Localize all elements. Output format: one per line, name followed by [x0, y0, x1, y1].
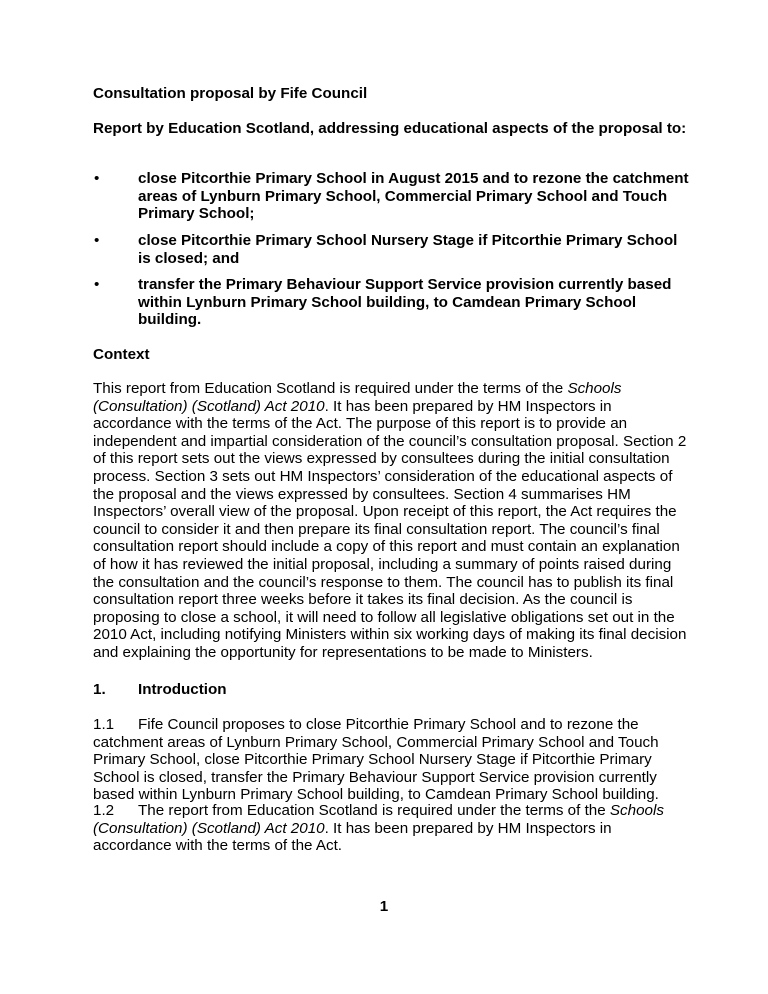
context-text: . It has been prepared by HM Inspectors in accordance with the terms of the Act. The purpose of this report is to provide an independent and impartial consideration of the council’s consultation proposal. Section 2 of this report sets out the views expressed by consultees during the initial consultation process. Section 3 sets out HM Inspectors’ consideration of the educational aspects of the proposal and the views expressed by consultees. Section 4 summarises HM Inspectors’ overall view of the proposal. Upon receipt of this report, the Act requires the council to consider it and then prepare its final consultation report. The council’s final consultation report should include a copy of this report and must contain an explanation of how it has reviewed the initial proposal, including a summary of points raised during the consultation and the council’s response to them. The council has to publish its final consultation report three weeks before it takes its final decision. As the council is proposing to close a school, it will need to follow all legislative obligations set out in the 2010 Act, including notifying Ministers within six working days of making its final decision and explaining the opportunity for representations to be made to Ministers. [93, 397, 687, 661]
bullet-icon: • [94, 170, 100, 187]
paragraph-number: 1.1 [93, 716, 115, 733]
act-title: Schools (Consultation) (Scotland) Act 2010 [93, 802, 664, 837]
section-heading [93, 681, 693, 699]
page-number: 1 [379, 898, 389, 915]
paragraph-1-1 [93, 716, 693, 804]
paragraph-text: Fife Council proposes to close Pitcorthie Primary School and to rezone the catchment areas of Lynburn Primary School, Commercial Primary School and Touch Primary School, close Pitcorthie Primary School Nursery Stage if Pitcorthie Primary School is closed, transfer the Primary Behaviour Support Service provision currently based within Lynburn Primary School building, to Camdean Primary School building. [93, 716, 659, 804]
bullet-icon: • [94, 276, 100, 293]
paragraph-text: The report from Education Scotland is required under the terms of the [138, 802, 610, 819]
act-title: Schools (Consultation) (Scotland) Act 2010 [93, 380, 622, 415]
section-number: 1. [93, 681, 106, 698]
section-title: Introduction [138, 681, 227, 698]
list-item [93, 232, 693, 267]
paragraph-1-2 [93, 802, 693, 855]
proposal-text: close Pitcorthie Primary School Nursery Stage if Pitcorthie Primary School is closed; and [138, 232, 678, 267]
bullet-icon: • [94, 232, 100, 249]
document-title: Consultation proposal by Fife Council [93, 85, 368, 102]
context-text: This report from Education Scotland is required under the terms of the [93, 380, 568, 397]
document-subtitle: Report by Education Scotland, addressing educational aspects of the proposal to: [93, 120, 687, 137]
list-item [93, 170, 693, 223]
context-heading: Context [93, 346, 150, 363]
paragraph-number: 1.2 [93, 802, 115, 819]
context-paragraph [93, 380, 693, 662]
list-item [93, 276, 693, 329]
paragraph-text: . It has been prepared by HM Inspectors in accordance with the terms of the Act. [93, 819, 612, 855]
proposal-text: close Pitcorthie Primary School in August 2015 and to rezone the catchment areas of Lynburn Primary School, Commercial Primary School and Touch Primary School; [138, 170, 689, 223]
proposal-text: transfer the Primary Behaviour Support Service provision currently based within Lynburn Primary School building, to Camdean Primary School building. [138, 276, 672, 329]
